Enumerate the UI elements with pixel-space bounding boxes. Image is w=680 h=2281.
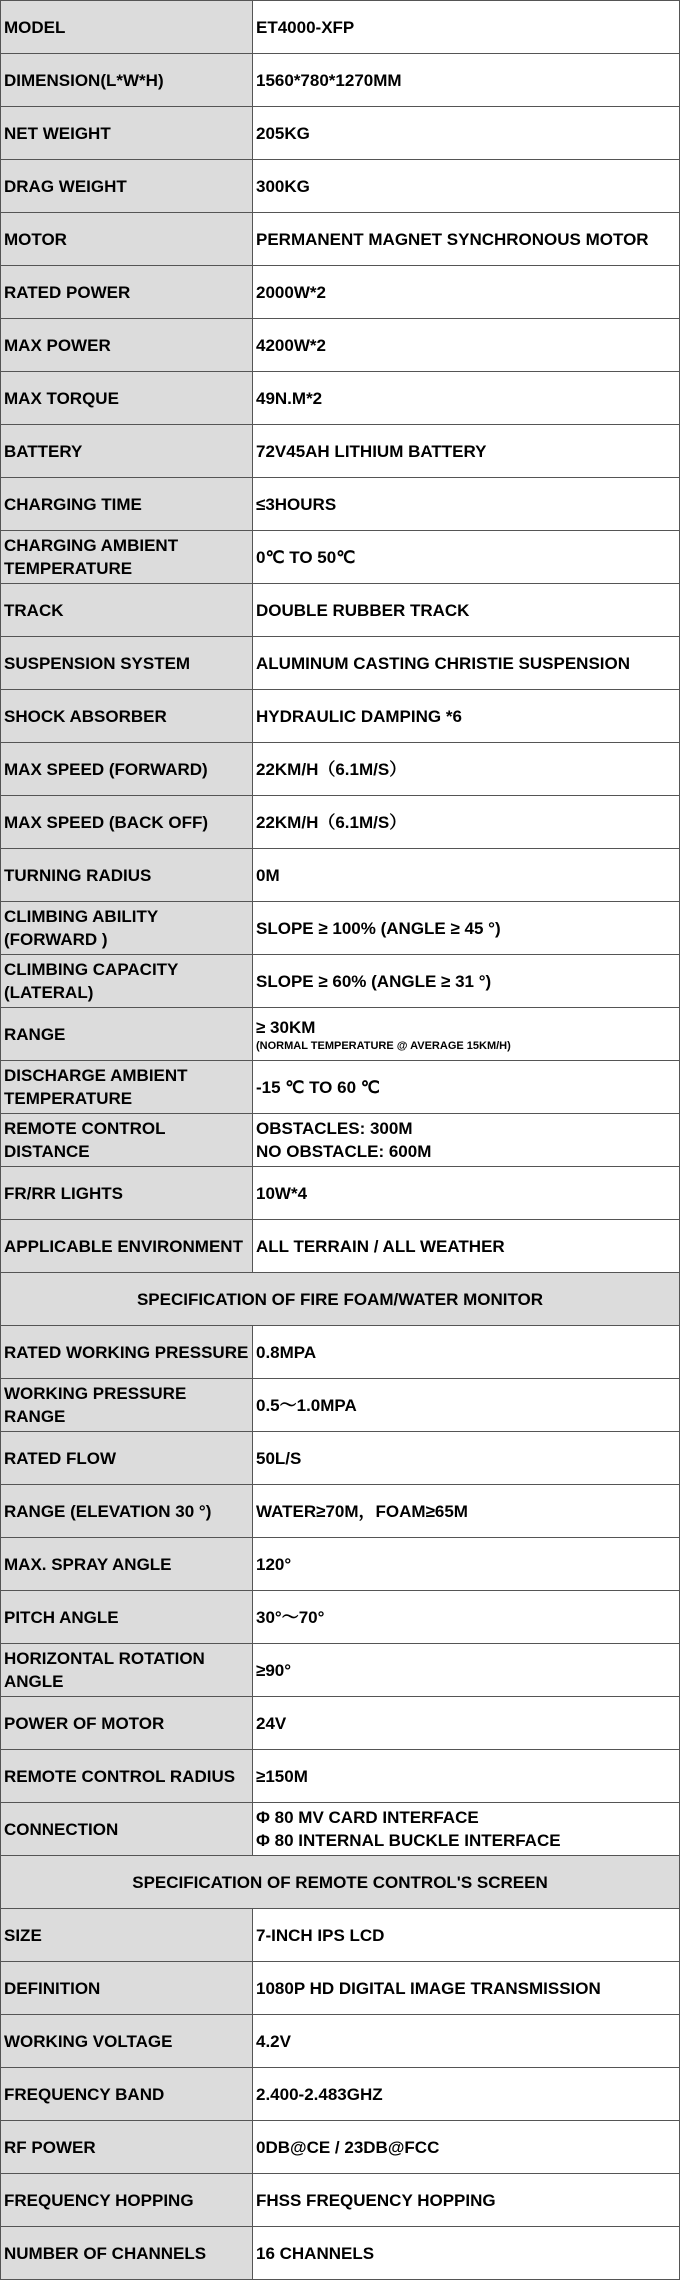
spec-label: TURNING RADIUS [1,849,253,902]
spec-label: DISCHARGE AMBIENT TEMPERATURE [1,1061,253,1114]
spec-value: 49N.M*2 [256,388,323,408]
spec-row [1,213,680,266]
spec-row [1,1803,680,1856]
spec-value-cell [253,1061,680,1114]
spec-label: WORKING VOLTAGE [1,2015,253,2068]
spec-value-cell [253,319,680,372]
spec-value-cell [253,1432,680,1485]
spec-value-cell [253,849,680,902]
spec-value-cell [253,531,680,584]
spec-row [1,2227,680,2280]
spec-value-cell [253,1697,680,1750]
spec-label: REMOTE CONTROL DISTANCE [1,1114,253,1167]
spec-row [1,1326,680,1379]
spec-row [1,1962,680,2015]
spec-label: REMOTE CONTROL RADIUS [1,1750,253,1803]
spec-value-cell [253,213,680,266]
spec-value-line: NO OBSTACLE: 600M [256,1142,432,1161]
section-title: SPECIFICATION OF REMOTE CONTROL'S SCREEN [1,1856,680,1909]
spec-row [1,637,680,690]
spec-label: FREQUENCY HOPPING [1,2174,253,2227]
spec-value: 72V45AH LITHIUM BATTERY [256,441,487,461]
spec-value-cell [253,743,680,796]
spec-row [1,955,680,1008]
spec-value-cell [253,955,680,1008]
spec-value: ALUMINUM CASTING CHRISTIE SUSPENSION [256,653,631,673]
spec-row [1,849,680,902]
spec-row [1,902,680,955]
spec-value: ≤3HOURS [256,494,337,514]
spec-label: DRAG WEIGHT [1,160,253,213]
spec-row [1,319,680,372]
spec-value-cell [253,1485,680,1538]
spec-label: RATED POWER [1,266,253,319]
spec-value-cell [253,2015,680,2068]
spec-value: ALL TERRAIN / ALL WEATHER [256,1236,505,1256]
spec-row [1,584,680,637]
spec-value-cell [253,478,680,531]
spec-value: WATER≥70M，FOAM≥65M [256,1501,468,1521]
spec-value-cell [253,1,680,54]
spec-value: 205KG [256,123,310,143]
spec-row [1,1909,680,1962]
spec-label: BATTERY [1,425,253,478]
spec-value-cell [253,107,680,160]
section-header-row [1,1856,680,1909]
spec-row [1,796,680,849]
spec-row [1,107,680,160]
spec-value: ET4000-XFP [256,17,355,37]
spec-value: 7-INCH IPS LCD [256,1925,385,1945]
spec-value: HYDRAULIC DAMPING *6 [256,706,462,726]
spec-label: MODEL [1,1,253,54]
spec-value: 22KM/H（6.1M/S） [256,759,407,779]
spec-value: 0DB@CE / 23DB@FCC [256,2137,440,2157]
spec-label: RANGE (ELEVATION 30 °) [1,1485,253,1538]
spec-label: DEFINITION [1,1962,253,2015]
spec-label: POWER OF MOTOR [1,1697,253,1750]
spec-label: SUSPENSION SYSTEM [1,637,253,690]
spec-value: 4.2V [256,2031,291,2051]
spec-label: RANGE [1,1008,253,1061]
spec-label: CONNECTION [1,1803,253,1856]
spec-label: CHARGING AMBIENT TEMPERATURE [1,531,253,584]
spec-value: 300KG [256,176,310,196]
spec-label: MAX. SPRAY ANGLE [1,1538,253,1591]
spec-row [1,1379,680,1432]
spec-row [1,1538,680,1591]
spec-value-cell [253,1750,680,1803]
spec-label: CLIMBING ABILITY (FORWARD ) [1,902,253,955]
spec-value: 24V [256,1713,287,1733]
spec-row [1,2174,680,2227]
spec-value-line: OBSTACLES: 300M [256,1119,413,1138]
spec-value: 2.400-2.483GHZ [256,2084,383,2104]
spec-value-cell [253,2174,680,2227]
spec-row [1,478,680,531]
spec-value: 30°～70° [256,1607,325,1627]
spec-label: DIMENSION(L*W*H) [1,54,253,107]
spec-label: RATED WORKING PRESSURE [1,1326,253,1379]
spec-value: ≥150M [256,1766,308,1786]
spec-value: DOUBLE RUBBER TRACK [256,600,470,620]
spec-value-cell [253,1220,680,1273]
spec-label: PITCH ANGLE [1,1591,253,1644]
section-title: SPECIFICATION OF FIRE FOAM/WATER MONITOR [1,1273,680,1326]
spec-label: CLIMBING CAPACITY (LATERAL) [1,955,253,1008]
spec-row [1,372,680,425]
spec-value-line: Φ 80 MV CARD INTERFACE [256,1808,479,1827]
spec-label: MOTOR [1,213,253,266]
spec-row [1,2068,680,2121]
spec-label: NUMBER OF CHANNELS [1,2227,253,2280]
spec-label: MAX SPEED (FORWARD) [1,743,253,796]
spec-label: TRACK [1,584,253,637]
spec-row [1,1591,680,1644]
spec-table-body [1,1,680,2280]
spec-value-cell [253,690,680,743]
spec-row [1,1432,680,1485]
spec-value-cell [253,637,680,690]
spec-row [1,690,680,743]
spec-label: RF POWER [1,2121,253,2174]
spec-value-cell [253,1008,680,1061]
spec-value: 4200W*2 [256,335,326,355]
spec-value-cell [253,54,680,107]
spec-value-cell [253,2121,680,2174]
spec-value-cell [253,1167,680,1220]
spec-row [1,1485,680,1538]
spec-label: APPLICABLE ENVIRONMENT [1,1220,253,1273]
spec-label: MAX SPEED (BACK OFF) [1,796,253,849]
spec-value-cell [253,1909,680,1962]
spec-row [1,1008,680,1061]
spec-value-cell [253,584,680,637]
spec-row [1,425,680,478]
spec-value: ≥ 30KM [256,1017,316,1037]
spec-row [1,160,680,213]
spec-label: WORKING PRESSURE RANGE [1,1379,253,1432]
spec-value: 10W*4 [256,1183,308,1203]
spec-row [1,266,680,319]
spec-label: NET WEIGHT [1,107,253,160]
spec-value-cell [253,1379,680,1432]
spec-row [1,1697,680,1750]
spec-value-cell [253,1962,680,2015]
spec-label: FR/RR LIGHTS [1,1167,253,1220]
spec-value-cell [253,425,680,478]
spec-row [1,531,680,584]
spec-value: 0M [256,865,280,885]
spec-row [1,1,680,54]
spec-value: 0℃ TO 50℃ [256,547,356,567]
spec-value-cell [253,1591,680,1644]
spec-value: 50L/S [256,1448,302,1468]
spec-value: 22KM/H（6.1M/S） [256,812,407,832]
spec-value: 120° [256,1554,292,1574]
spec-value: 2000W*2 [256,282,326,302]
spec-row [1,1061,680,1114]
spec-value: 16 CHANNELS [256,2243,375,2263]
spec-label: MAX TORQUE [1,372,253,425]
spec-value: 0.5～1.0MPA [256,1395,357,1415]
spec-value: 1560*780*1270MM [256,70,402,90]
spec-label: CHARGING TIME [1,478,253,531]
spec-value-cell [253,796,680,849]
spec-value-cell [253,1538,680,1591]
spec-value-cell [253,2068,680,2121]
spec-value: ≥90° [256,1660,292,1680]
spec-label: FREQUENCY BAND [1,2068,253,2121]
spec-value-cell [253,1114,680,1167]
spec-row [1,1750,680,1803]
spec-row [1,1644,680,1697]
spec-label: SHOCK ABSORBER [1,690,253,743]
spec-value: 1080P HD DIGITAL IMAGE TRANSMISSION [256,1978,601,1998]
section-header-row [1,1273,680,1326]
spec-row [1,1220,680,1273]
spec-row [1,1114,680,1167]
spec-value-cell [253,1644,680,1697]
spec-value: -15 ℃ TO 60 ℃ [256,1077,380,1097]
spec-label: MAX POWER [1,319,253,372]
spec-value-note: (NORMAL TEMPERATURE @ AVERAGE 15KM/H) [256,1039,511,1052]
spec-value-cell [253,902,680,955]
spec-value: PERMANENT MAGNET SYNCHRONOUS MOTOR [256,229,649,249]
spec-row [1,54,680,107]
spec-label: SIZE [1,1909,253,1962]
spec-label: RATED FLOW [1,1432,253,1485]
spec-value: SLOPE ≥ 60% (ANGLE ≥ 31 °) [256,971,492,991]
spec-value: SLOPE ≥ 100% (ANGLE ≥ 45 °) [256,918,501,938]
spec-value-cell [253,1326,680,1379]
spec-value-cell [253,2227,680,2280]
spec-value-cell [253,266,680,319]
spec-value-cell [253,372,680,425]
spec-row [1,743,680,796]
spec-row [1,1167,680,1220]
spec-value: FHSS FREQUENCY HOPPING [256,2190,496,2210]
spec-value-cell [253,1803,680,1856]
spec-value: 0.8MPA [256,1342,317,1362]
spec-label: HORIZONTAL ROTATION ANGLE [1,1644,253,1697]
spec-value-cell [253,160,680,213]
spec-row [1,2121,680,2174]
spec-row [1,2015,680,2068]
spec-value-line: Φ 80 INTERNAL BUCKLE INTERFACE [256,1831,561,1850]
